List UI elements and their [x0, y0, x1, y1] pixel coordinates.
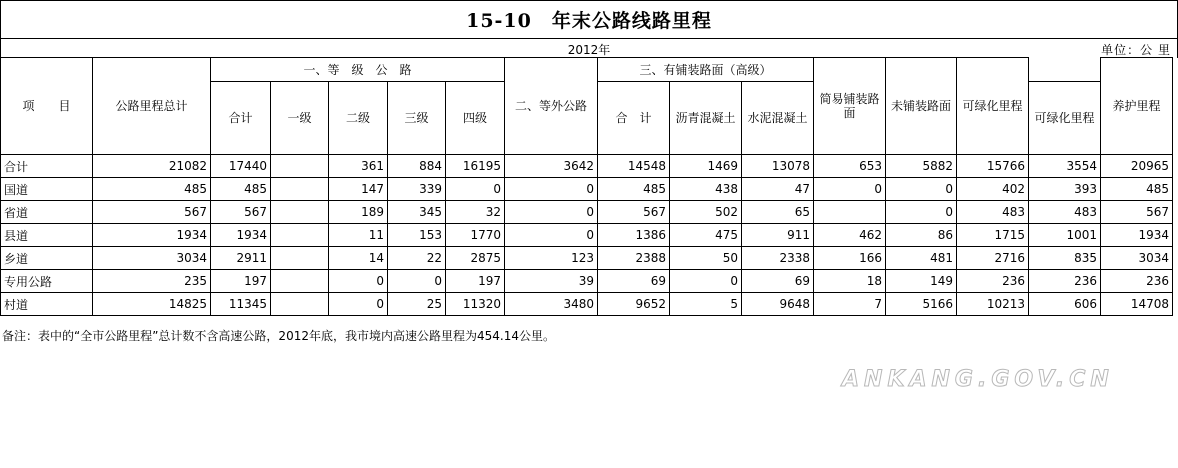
col-grade3: 三级: [388, 82, 446, 155]
cell-grade-total: 567: [211, 201, 271, 224]
cell-paved-total: 9652: [598, 293, 670, 316]
cell-unpaved: 86: [886, 224, 957, 247]
cell-grade-total: 485: [211, 178, 271, 201]
cell-grade-total: 2911: [211, 247, 271, 270]
cell-greenable: 15766: [957, 155, 1029, 178]
col-grade4: 四级: [446, 82, 505, 155]
cell-greenable: 236: [957, 270, 1029, 293]
cell-maintained: 236: [1101, 270, 1173, 293]
cell-grade2: 11: [329, 224, 388, 247]
cell-paved-total: 1386: [598, 224, 670, 247]
cell-total: 14825: [93, 293, 211, 316]
cell-maintained: 1934: [1101, 224, 1173, 247]
cell-paved-total: 69: [598, 270, 670, 293]
cell-grade2: 0: [329, 270, 388, 293]
cell-unpaved: 481: [886, 247, 957, 270]
cell-grade3: 0: [388, 270, 446, 293]
cell-asphalt: 502: [670, 201, 742, 224]
cell-asphalt: 50: [670, 247, 742, 270]
cell-grade4: 32: [446, 201, 505, 224]
cell-greenable: 2716: [957, 247, 1029, 270]
col-total: 公路里程总计: [93, 58, 211, 155]
year-label: 2012年: [567, 43, 611, 57]
col-grade2: 二级: [329, 82, 388, 155]
col-grade-total: 合计: [211, 82, 271, 155]
cell-grade2: 0: [329, 293, 388, 316]
cell-substandard: 3642: [505, 155, 598, 178]
cell-simple: 0: [814, 178, 886, 201]
row-label: 县道: [1, 224, 93, 247]
cell-grade-total: 1934: [211, 224, 271, 247]
col-paved-group: 三、有铺装路面（高级）: [598, 58, 814, 82]
cell-maintained: 567: [1101, 201, 1173, 224]
cell-total: 3034: [93, 247, 211, 270]
cell-grade4: 16195: [446, 155, 505, 178]
cell-cement: 47: [742, 178, 814, 201]
cell-substandard: 123: [505, 247, 598, 270]
cell-paved-total: 485: [598, 178, 670, 201]
cell-grade3: 25: [388, 293, 446, 316]
cell-grade3: 153: [388, 224, 446, 247]
cell-asphalt: 1469: [670, 155, 742, 178]
row-label: 省道: [1, 201, 93, 224]
cell-greened: 835: [1029, 247, 1101, 270]
col-asphalt: 沥青混凝土: [670, 82, 742, 155]
cell-total: 21082: [93, 155, 211, 178]
cell-maintained: 3034: [1101, 247, 1173, 270]
cell-substandard: 0: [505, 201, 598, 224]
row-label: 国道: [1, 178, 93, 201]
row-label: 专用公路: [1, 270, 93, 293]
cell-grade1: [271, 224, 329, 247]
cell-maintained: 14708: [1101, 293, 1173, 316]
cell-unpaved: 5882: [886, 155, 957, 178]
road-mileage-table: [0, 57, 1173, 316]
cell-greened: 393: [1029, 178, 1101, 201]
cell-maintained: 485: [1101, 178, 1173, 201]
col-grade-group: 一、等 级 公 路: [211, 58, 505, 82]
cell-substandard: 0: [505, 224, 598, 247]
cell-grade4: 197: [446, 270, 505, 293]
table-row: [1, 155, 1173, 178]
cell-cement: 2338: [742, 247, 814, 270]
page-title: 15-10 年末公路线路里程: [466, 10, 712, 32]
cell-greened: 483: [1029, 201, 1101, 224]
cell-grade3: 339: [388, 178, 446, 201]
subheader-row: [0, 38, 1178, 58]
cell-unpaved: 149: [886, 270, 957, 293]
cell-greenable: 1715: [957, 224, 1029, 247]
cell-simple: [814, 201, 886, 224]
row-label: 合计: [1, 155, 93, 178]
footnote: 备注：表中的“全市公路里程”总计数不含高速公路，2012年底，我市境内高速公路里程为454.14公里。: [2, 329, 555, 343]
col-greenable: 可绿化里程: [957, 58, 1029, 155]
cell-total: 485: [93, 178, 211, 201]
cell-cement: 9648: [742, 293, 814, 316]
cell-grade-total: 197: [211, 270, 271, 293]
cell-unpaved: 0: [886, 178, 957, 201]
cell-cement: 911: [742, 224, 814, 247]
table-row: [1, 178, 1173, 201]
cell-asphalt: 475: [670, 224, 742, 247]
cell-grade-total: 17440: [211, 155, 271, 178]
cell-total: 1934: [93, 224, 211, 247]
cell-grade3: 884: [388, 155, 446, 178]
cell-substandard: 0: [505, 178, 598, 201]
cell-substandard: 3480: [505, 293, 598, 316]
cell-cement: 65: [742, 201, 814, 224]
unit-label: 单位：公 里: [1101, 43, 1171, 57]
cell-greened: 606: [1029, 293, 1101, 316]
cell-greened: 236: [1029, 270, 1101, 293]
cell-grade4: 1770: [446, 224, 505, 247]
row-label: 乡道: [1, 247, 93, 270]
cell-unpaved: 5166: [886, 293, 957, 316]
cell-grade3: 345: [388, 201, 446, 224]
cell-greenable: 402: [957, 178, 1029, 201]
cell-grade1: [271, 178, 329, 201]
col-grade1: 一级: [271, 82, 329, 155]
cell-grade2: 189: [329, 201, 388, 224]
cell-simple: 462: [814, 224, 886, 247]
cell-paved-total: 567: [598, 201, 670, 224]
cell-greened: 1001: [1029, 224, 1101, 247]
col-maintained: 养护里程: [1101, 58, 1173, 155]
cell-simple: 166: [814, 247, 886, 270]
cell-grade1: [271, 247, 329, 270]
cell-grade1: [271, 293, 329, 316]
col-item: 项 目: [1, 58, 93, 155]
col-simple: 简易铺装路面: [814, 58, 886, 155]
cell-total: 567: [93, 201, 211, 224]
col-cement: 水泥混凝土: [742, 82, 814, 155]
cell-substandard: 39: [505, 270, 598, 293]
col-greened-top: [1029, 58, 1101, 82]
col-unpaved: 未铺装路面: [886, 58, 957, 155]
cell-asphalt: 0: [670, 270, 742, 293]
cell-greenable: 483: [957, 201, 1029, 224]
table-row: [1, 201, 1173, 224]
cell-grade1: [271, 155, 329, 178]
cell-paved-total: 14548: [598, 155, 670, 178]
cell-total: 235: [93, 270, 211, 293]
watermark-logo: ANKANG.GOV.CN: [842, 367, 1114, 392]
title-row: [0, 0, 1178, 38]
cell-grade2: 147: [329, 178, 388, 201]
col-paved-total: 合 计: [598, 82, 670, 155]
cell-grade4: 11320: [446, 293, 505, 316]
cell-grade2: 361: [329, 155, 388, 178]
cell-unpaved: 0: [886, 201, 957, 224]
col-greened: 可绿化里程: [1029, 82, 1101, 155]
cell-paved-total: 2388: [598, 247, 670, 270]
cell-greenable: 10213: [957, 293, 1029, 316]
cell-asphalt: 5: [670, 293, 742, 316]
cell-cement: 69: [742, 270, 814, 293]
cell-grade-total: 11345: [211, 293, 271, 316]
cell-greened: 3554: [1029, 155, 1101, 178]
table-row: [1, 247, 1173, 270]
cell-grade4: 0: [446, 178, 505, 201]
cell-asphalt: 438: [670, 178, 742, 201]
table-body: [1, 155, 1173, 316]
cell-simple: 653: [814, 155, 886, 178]
cell-grade1: [271, 201, 329, 224]
cell-simple: 18: [814, 270, 886, 293]
cell-grade2: 14: [329, 247, 388, 270]
cell-grade4: 2875: [446, 247, 505, 270]
table-row: [1, 293, 1173, 316]
col-substandard: 二、等外公路: [505, 58, 598, 155]
table-row: [1, 270, 1173, 293]
table-row: [1, 224, 1173, 247]
cell-grade3: 22: [388, 247, 446, 270]
cell-maintained: 20965: [1101, 155, 1173, 178]
cell-grade1: [271, 270, 329, 293]
cell-cement: 13078: [742, 155, 814, 178]
row-label: 村道: [1, 293, 93, 316]
cell-simple: 7: [814, 293, 886, 316]
